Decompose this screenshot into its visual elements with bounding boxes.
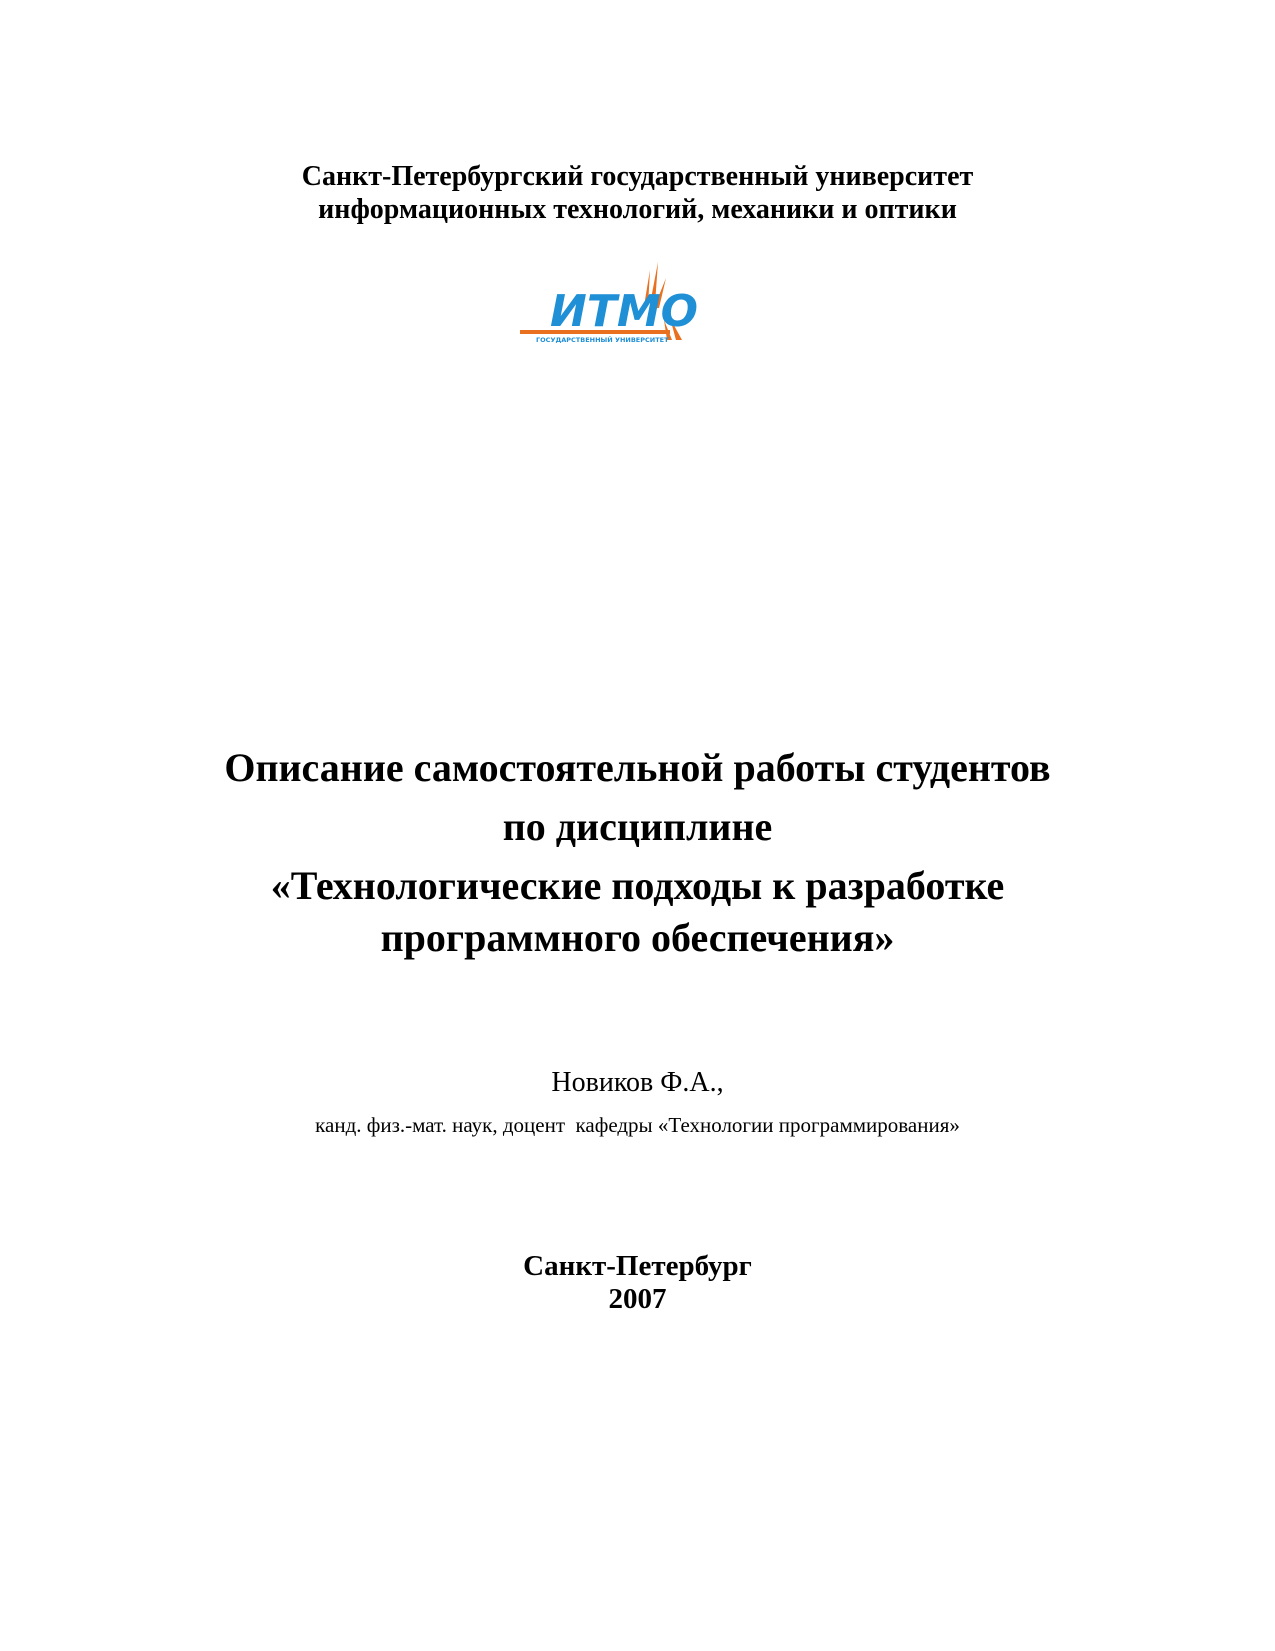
author-position: канд. физ.-мат. наук, доцент кафедры «Технологии программирования» <box>315 1113 960 1137</box>
itmo-logo-graphic <box>520 262 700 358</box>
title-line-4: программного обеспечения» <box>380 915 895 960</box>
logo-wordmark: ИТМО <box>550 286 699 337</box>
university-name <box>0 160 1275 226</box>
university-line-2: информационных технологий, механики и оптики <box>318 194 957 225</box>
title-line-2: по дисциплине <box>502 804 773 849</box>
author-name: Новиков Ф.А., <box>551 1067 724 1098</box>
document-title <box>0 738 1275 960</box>
title-line-3: «Технологические подходы к разработке <box>270 863 1005 908</box>
itmo-logo-icon <box>520 262 700 358</box>
university-line-1: Санкт-Петербургский государственный университет <box>301 161 974 192</box>
logo-subtitle: ГОСУДАРСТВЕННЫЙ УНИВЕРСИТЕТ <box>536 336 669 344</box>
publication-city: Санкт-Петербург <box>523 1250 752 1282</box>
title-line-1: Описание самостоятельной работы студентов <box>224 745 1051 790</box>
publication-place-year <box>0 1250 1275 1316</box>
publication-year: 2007 <box>608 1283 667 1315</box>
